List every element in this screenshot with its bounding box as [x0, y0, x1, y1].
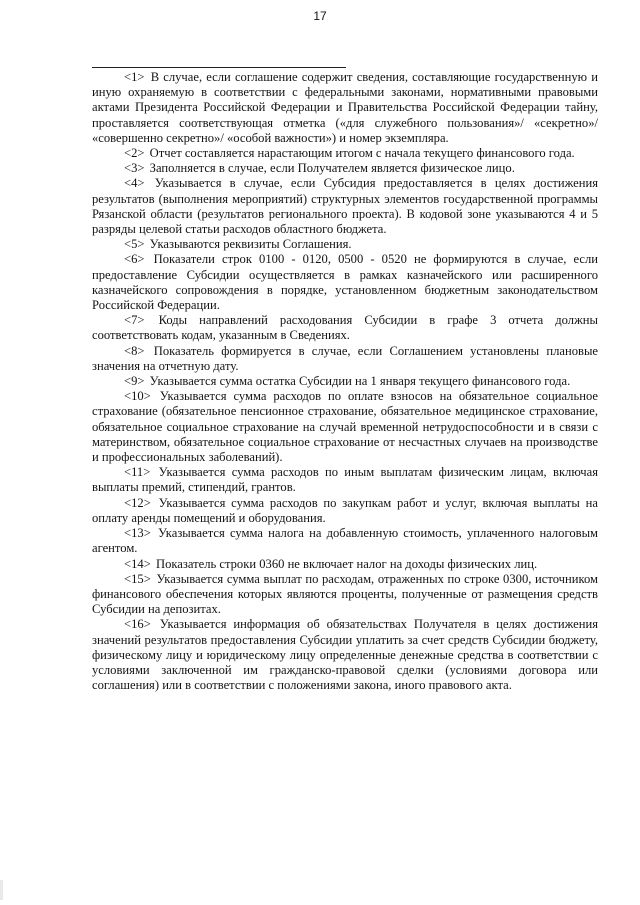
footnote-text: Показатели строк 0100 - 0120, 0500 - 0520 не формируются в случае, если предоставление Субсидии осуществляется в рамках казначейского или расширенного казначейского сопровождения в порядке, установленном бюджетным законодательством Российской Федерации.: [92, 252, 598, 313]
footnote-text: Указывается сумма выплат по расходам, отраженных по строке 0300, источником финансового обеспечения которых являются проценты, полученные от размещения средств Субсидии на депозитах.: [92, 571, 598, 617]
footnote-mark: <8>: [124, 343, 145, 358]
footnote-text: Коды направлений расходования Субсидии в графе 3 отчета должны соответствовать кодам, указанным в Сведениях.: [92, 313, 598, 343]
footnote-11: [92, 465, 598, 495]
footnote-text: Указывается в случае, если Субсидия предоставляется в целях достижения результатов (выполнения мероприятий) структурных элементов государственной программы Рязанской области (результатов регионального проекта). В кодовой зоне указываются 4 и 5 разряды целевой статьи расходов областного бюджета.: [92, 176, 598, 237]
footnote-10: [92, 389, 598, 465]
footnote-12: [92, 496, 598, 526]
footnote-13: [92, 526, 598, 556]
footnote-5: [92, 237, 598, 252]
footnote-mark: <6>: [124, 252, 145, 267]
footnote-8: [92, 344, 598, 374]
footnote-mark: <14>: [124, 556, 151, 571]
footnote-text: Указывается сумма налога на добавленную стоимость, уплаченного налоговым агентом.: [92, 526, 598, 556]
footnote-mark: <15>: [124, 571, 151, 586]
footnote-text: Указывается информация об обязательствах Получателя в целях достижения значений результатов предоставления Субсидии уплатить за счет средств Субсидии бюджету, физическому лицу и юридическому лицу определенные денежные средства в соответствии с условиями заключенной им гражданско-правовой сделки (условиями договора или соглашения) или в соответствии с положениями закона, иного правового акта.: [92, 617, 598, 693]
footnotes-list: [92, 70, 598, 693]
footnote-mark: <13>: [124, 526, 151, 541]
footnote-text: Указывается сумма расходов по закупкам работ и услуг, включая выплаты на оплату аренды помещений и оборудования.: [92, 495, 598, 525]
footnote-mark: <12>: [124, 495, 151, 510]
footnote-text: В случае, если соглашение содержит сведения, составляющие государственную и иную охраняемую в соответствии с федеральными законами, нормативными правовыми актами Президента Российской Федерации и Правительства Российской Федерации тайну, проставляется соответствующая отметка («для служебного пользования»/ «секретно»/ «совершенно секретно»/ «особой важности») и номер экземпляра.: [92, 70, 598, 145]
footnote-text: Указывается сумма расходов по оплате взносов на обязательное социальное страхование (обязательное пенсионное страхование, обязательное медицинское страхование, обязательное социальное страхование на случай временной нетрудоспособности и в связи с материнством, обязательное социальное страхование от несчастных случаев на производстве и профессиональных заболеваний).: [92, 389, 598, 465]
page-number: 17: [313, 9, 327, 23]
footnote-text: Указывается сумма расходов по иным выплатам физическим лицам, включая выплаты премий, стипендий, грантов.: [92, 465, 598, 495]
footnote-9: [92, 374, 598, 389]
footnote-6: [92, 252, 598, 313]
footnote-text: Показатель строки 0360 не включает налог на доходы физических лиц.: [155, 556, 538, 571]
footnote-text: Заполняется в случае, если Получателем является физическое лицо.: [149, 161, 515, 176]
footnote-mark: <5>: [124, 237, 145, 252]
footnote-1: [92, 70, 598, 146]
scan-edge-artifact: [0, 880, 3, 900]
footnote-15: [92, 572, 598, 618]
footnote-mark: <3>: [124, 161, 145, 176]
footnote-7: [92, 313, 598, 343]
footnote-mark: <11>: [124, 465, 151, 480]
footnote-text: Показатель формируется в случае, если Соглашением установлены плановые значения на отчетную дату.: [92, 343, 598, 373]
footnote-mark: <1>: [124, 70, 145, 84]
footnote-16: [92, 617, 598, 693]
footnote-text: Указываются реквизиты Соглашения.: [149, 237, 352, 252]
footnote-mark: <10>: [124, 389, 151, 404]
footnote-mark: <16>: [124, 617, 151, 632]
footnote-text: Отчет составляется нарастающим итогом с начала текущего финансового года.: [149, 146, 575, 161]
footnote-2: [92, 146, 598, 161]
footnote-mark: <2>: [124, 146, 145, 161]
footnote-mark: <9>: [124, 374, 145, 389]
footnote-text: Указывается сумма остатка Субсидии на 1 января текущего финансового года.: [149, 374, 571, 389]
footnote-14: [92, 557, 598, 572]
footnote-separator: [92, 67, 346, 68]
footnote-4: [92, 176, 598, 237]
footnote-mark: <7>: [124, 313, 145, 328]
footnote-mark: <4>: [124, 176, 145, 191]
footnote-3: [92, 161, 598, 176]
